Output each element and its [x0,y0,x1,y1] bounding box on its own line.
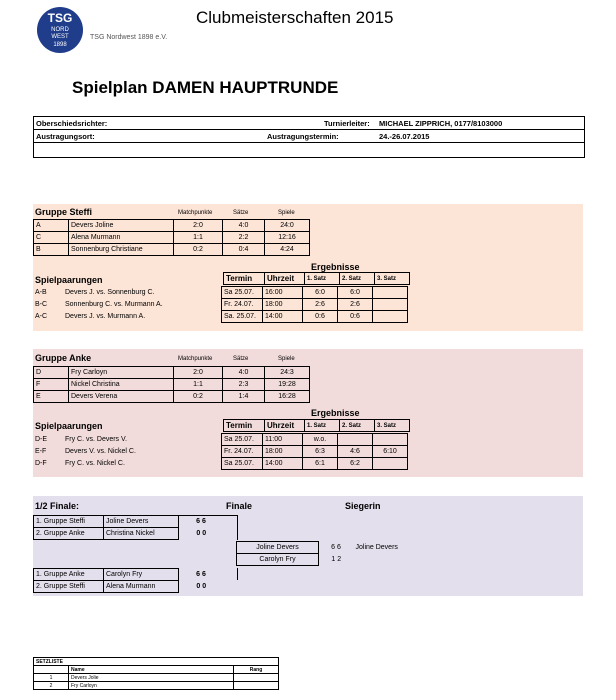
winner-title: Siegerin [345,501,381,511]
cell: 0:2 [174,244,223,256]
cell: 2:0 [174,367,223,379]
logo-text-4: 1898 [53,42,67,48]
cell: 4:6 [338,446,373,458]
cell: 12:16 [265,232,310,244]
table-row [33,311,408,323]
termin-header: Termin [224,273,265,285]
satz2-header: 2. Satz [340,273,375,285]
cell: Devers Joline [69,220,174,232]
table-row [237,554,438,566]
cell: Devers J. vs. Sonnenburg C. [65,289,155,296]
table-row [33,287,408,299]
cell: 6:1 [303,458,338,470]
cell: 6:2 [338,458,373,470]
cell: 24:3 [265,367,310,379]
spielpaarungen-label: Spielpaarungen [35,275,103,285]
cell [234,682,279,690]
cell: 6:10 [373,446,408,458]
col-saetze: Sätze [233,356,249,362]
final-table [236,541,438,566]
table-row [34,666,279,674]
cell: 1. Gruppe Anke [34,569,104,581]
cell [338,434,373,446]
cell: 24:0 [265,220,310,232]
cell [234,674,279,682]
club-logo [36,6,84,54]
cell: B [34,244,69,256]
cell: Carolyn Fry [237,554,319,566]
header-title: Clubmeisterschaften 2015 [196,8,394,27]
table-row [33,446,408,458]
uhrzeit-header: Uhrzeit [265,273,305,285]
cell: Sa 25.07. [222,287,263,299]
cell: 11:00 [263,434,303,446]
table-row [34,367,310,379]
cell: 2:6 [303,299,338,311]
cell: 6:0 [338,287,373,299]
table-row [224,273,410,285]
table-row [33,434,408,446]
cell: w.o. [303,434,338,446]
cell: 2 [34,682,69,690]
cell: 2:0 [174,220,223,232]
spielpaarungen-label: Spielpaarungen [35,421,103,431]
cell: D [34,367,69,379]
cell: Sonnenburg C. vs. Murmann A. [65,301,163,308]
col-spiele: Spiele [278,356,295,362]
cell: 19:28 [265,379,310,391]
cell: C [34,232,69,244]
col-matchpunkte: Matchpunkte [178,210,213,216]
cell: 2. Gruppe Steffi [34,581,104,593]
cell: Fry C. vs. Devers V. [65,436,127,443]
cell: Carolyn Fry [104,569,179,581]
cell: D-F [35,460,47,467]
winner-name: Joline Devers [355,544,398,551]
cell: Sa. 25.07. [222,311,263,323]
cell: Sonnenburg Christiane [69,244,174,256]
table-row [34,232,310,244]
matches-header [223,419,410,432]
cell: Nickel Christina [69,379,174,391]
cell: Joline Devers [104,516,179,528]
cell: 1 2 [331,556,342,563]
table-row [34,220,310,232]
bracket-line [179,568,238,580]
table-row [34,391,310,403]
cell: 4:0 [223,367,265,379]
austragungsort-label: Austragungsort: [36,132,95,141]
cell: 2:3 [223,379,265,391]
cell: 2:2 [223,232,265,244]
page-title: Spielplan DAMEN HAUPTRUNDE [72,78,339,97]
uhrzeit-header: Uhrzeit [265,420,305,432]
cell [34,666,69,674]
cell: 6:0 [303,287,338,299]
cell: Alena Murmann [104,581,179,593]
cell: 0 0 [196,583,207,590]
group-title: Gruppe Anke [35,353,92,363]
standings-table [33,366,310,403]
semi-title: 1/2 Finale: [35,501,80,511]
cell: 1:1 [174,379,223,391]
cell: 18:00 [263,299,303,311]
cell: 1:4 [223,391,265,403]
cell: 18:00 [263,446,303,458]
setzliste-table [33,657,279,690]
cell: F [34,379,69,391]
logo-text-2: NORD [51,27,69,33]
cell: Fr. 24.07. [222,446,263,458]
cell: D-E [35,436,48,443]
cell: Devers Jolie [69,674,234,682]
table-row [34,379,310,391]
oberschiedsrichter-label: Oberschiedsrichter: [36,119,108,128]
cell [373,311,408,323]
matches-table [33,286,408,323]
table-row [33,299,408,311]
table-row [33,458,408,470]
cell: Christina Nickel [104,528,179,540]
cell: 4:0 [223,220,265,232]
cell: 6 6 [196,571,206,578]
col-matchpunkte: Matchpunkte [178,356,213,362]
cell [373,299,408,311]
table-row [34,682,279,690]
matches-table [33,433,408,470]
logo-text-1: TSG [47,11,73,25]
cell: 0 0 [196,530,207,537]
ergebnisse-label: Ergebnisse [311,408,360,418]
cell: E-F [35,448,47,455]
cell: 1. Gruppe Steffi [34,516,104,528]
cell: 16:28 [265,391,310,403]
turnierleiter-label: Turnierleiter: [324,119,370,128]
satz3-header: 3. Satz [375,273,410,285]
cell: Alena Murmann [69,232,174,244]
cell: 1 [34,674,69,682]
cell: 6 6 [196,518,206,525]
logo-text-3: WEST [51,34,69,40]
cell: Sa 25.07. [222,458,263,470]
ergebnisse-label: Ergebnisse [311,262,360,272]
cell: Devers J. vs. Murmann A. [65,313,146,320]
cell: Devers Verena [69,391,174,403]
cell: Fry C. vs. Nickel C. [65,460,125,467]
cell: Fry Carloyn [69,682,234,690]
austragungstermin-label: Austragungstermin: [267,132,339,141]
satz2-header: 2. Satz [340,420,375,432]
cell: 4:24 [265,244,310,256]
cell [373,287,408,299]
final-title: Finale [226,501,253,511]
cell: A-C [35,313,48,320]
name-header: Name [69,666,234,674]
cell: Sa 25.07. [222,434,263,446]
satz3-header: 3. Satz [375,420,410,432]
cell: Fr. 24.07. [222,299,263,311]
termin-header: Termin [224,420,265,432]
cell: 1:1 [174,232,223,244]
cell: Fry Carloyn [69,367,174,379]
austragungstermin-value: 24.-26.07.2015 [379,132,430,141]
satz1-header: 1. Satz [305,420,340,432]
setzliste-title: SETZLISTE [34,658,279,666]
satz1-header: 1. Satz [305,273,340,285]
matches-header [223,272,410,285]
cell: E [34,391,69,403]
cell [354,554,438,566]
cell: 14:00 [263,458,303,470]
cell: 2:6 [338,299,373,311]
table-row [34,581,224,593]
col-spiele: Spiele [278,210,295,216]
cell: A [34,220,69,232]
table-row [34,658,279,666]
cell: B-C [35,301,48,308]
cell: 16:00 [263,287,303,299]
cell: 2. Gruppe Anke [34,528,104,540]
cell [373,434,408,446]
standings-table [33,219,310,256]
cell: Joline Devers [237,542,319,554]
bracket-line [179,515,238,540]
table-row [237,542,438,554]
rang-header: Rang [234,666,279,674]
cell: 6:3 [303,446,338,458]
cell: Devers V. vs. Nickel C. [65,448,136,455]
cell: 0:6 [338,311,373,323]
col-saetze: Sätze [233,210,249,216]
turnierleiter-value: MICHAEL ZIPPRICH, 0177/8103000 [379,119,503,128]
cell: 0:2 [174,391,223,403]
cell [373,458,408,470]
table-row [34,674,279,682]
cell: 14:00 [263,311,303,323]
cell: 6 6 [331,544,341,551]
cell: A-B [35,289,47,296]
table-row [34,244,310,256]
table-row [224,420,410,432]
info-box [33,116,585,158]
club-name: TSG Nordwest 1898 e.V. [90,34,168,41]
group-title: Gruppe Steffi [35,207,93,217]
cell: 0:4 [223,244,265,256]
cell: 0:6 [303,311,338,323]
